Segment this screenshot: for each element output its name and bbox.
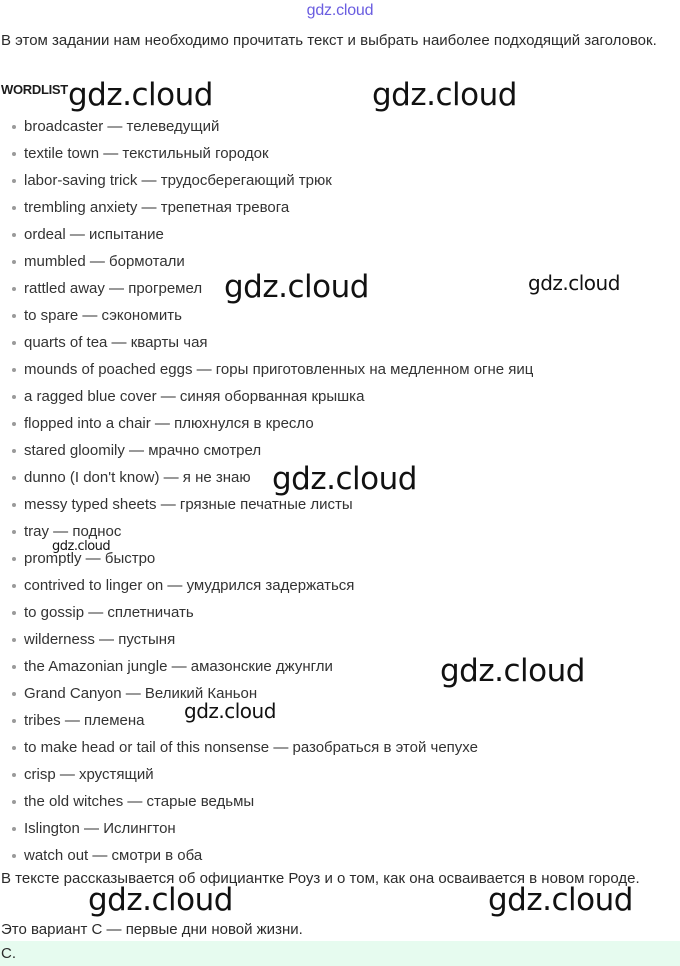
- list-item: [10, 629, 670, 656]
- bullet-icon: [12, 395, 16, 399]
- answer-box: [0, 941, 680, 966]
- bullet-icon: [12, 422, 16, 426]
- bullet-icon: [12, 719, 16, 723]
- bullet-icon: [12, 746, 16, 750]
- list-item: [10, 386, 670, 413]
- watermark: gdz.cloud: [88, 882, 233, 918]
- bullet-icon: [12, 827, 16, 831]
- bullet-icon: [12, 287, 16, 291]
- watermark: gdz.cloud: [184, 699, 276, 723]
- watermark: gdz.cloud: [68, 77, 213, 113]
- list-item: [10, 116, 670, 143]
- list-item: [10, 818, 670, 845]
- list-item: [10, 143, 670, 170]
- bullet-icon: [12, 233, 16, 237]
- list-item: [10, 305, 670, 332]
- bullet-icon: [12, 530, 16, 534]
- list-item-text: wilderness — пустыня: [24, 631, 176, 648]
- list-item-text: to spare — сэкономить: [24, 307, 182, 324]
- list-item: [10, 224, 670, 251]
- wordlist-heading: WORDLIST: [1, 82, 68, 97]
- list-item-text: quarts of tea — кварты чая: [24, 334, 208, 351]
- watermark: gdz.cloud: [224, 269, 369, 305]
- list-item-text: labor-saving trick — трудосберегающий трюк: [24, 172, 332, 189]
- bullet-icon: [12, 773, 16, 777]
- intro-paragraph: В этом задании нам необходимо прочитать текст и выбрать наиболее подходящий заголовок.: [1, 32, 657, 49]
- site-watermark-header: gdz.cloud: [306, 2, 374, 19]
- bullet-icon: [12, 179, 16, 183]
- list-item: [10, 170, 670, 197]
- list-item-text: messy typed sheets — грязные печатные листы: [24, 496, 353, 513]
- bullet-icon: [12, 611, 16, 615]
- list-item: [10, 197, 670, 224]
- list-item: [10, 737, 670, 764]
- list-item-text: flopped into a chair — плюхнулся в кресло: [24, 415, 314, 432]
- list-item: [10, 764, 670, 791]
- list-item: [10, 494, 670, 521]
- answer-text: C.: [1, 945, 16, 962]
- bullet-icon: [12, 260, 16, 264]
- list-item-text: contrived to linger on — умудрился задержаться: [24, 577, 355, 594]
- list-item-text: trembling anxiety — трепетная тревога: [24, 199, 290, 216]
- bullet-icon: [12, 476, 16, 480]
- bullet-icon: [12, 341, 16, 345]
- watermark: gdz.cloud: [272, 461, 417, 497]
- list-item: [10, 332, 670, 359]
- list-item-text: broadcaster — телеведущий: [24, 118, 220, 135]
- watermark: gdz.cloud: [488, 882, 633, 918]
- bullet-icon: [12, 665, 16, 669]
- list-item-text: a ragged blue cover — синяя оборванная крышка: [24, 388, 365, 405]
- list-item-text: rattled away — прогремел: [24, 280, 203, 297]
- bullet-icon: [12, 638, 16, 642]
- summary-paragraph: В тексте рассказывается об официантке Роуз и о том, как она осваивается в новом городе.: [1, 870, 640, 887]
- bullet-icon: [12, 557, 16, 561]
- list-item-text: Islington — Ислингтон: [24, 820, 176, 837]
- list-item-text: tray — поднос: [24, 523, 122, 540]
- list-item-text: to make head or tail of this nonsense — разобраться в этой чепухе: [24, 739, 478, 756]
- watermark: gdz.cloud: [528, 271, 620, 295]
- bullet-icon: [12, 503, 16, 507]
- list-item-text: tribes — племена: [24, 712, 145, 729]
- list-item-text: mumbled — бормотали: [24, 253, 185, 270]
- list-item-text: ordeal — испытание: [24, 226, 164, 243]
- watermark: gdz.cloud: [440, 653, 585, 689]
- bullet-icon: [12, 152, 16, 156]
- bullet-icon: [12, 368, 16, 372]
- list-item-text: crisp — хрустящий: [24, 766, 154, 783]
- list-item: [10, 710, 670, 737]
- list-item: [10, 575, 670, 602]
- bullet-icon: [12, 584, 16, 588]
- list-item-text: to gossip — сплетничать: [24, 604, 194, 621]
- watermark: gdz.cloud: [372, 77, 517, 113]
- bullet-icon: [12, 206, 16, 210]
- watermark: gdz.cloud: [52, 539, 111, 554]
- list-item-text: textile town — текстильный городок: [24, 145, 269, 162]
- bullet-icon: [12, 854, 16, 858]
- list-item-text: Grand Canyon — Великий Каньон: [24, 685, 258, 702]
- list-item-text: dunno (I don't know) — я не знаю: [24, 469, 251, 486]
- list-item: [10, 602, 670, 629]
- bullet-icon: [12, 692, 16, 696]
- list-item: [10, 359, 670, 386]
- list-item: [10, 413, 670, 440]
- list-item-text: mounds of poached eggs — горы приготовленных на медленном огне яиц: [24, 361, 534, 378]
- variant-paragraph: Это вариант C — первые дни новой жизни.: [1, 921, 303, 938]
- list-item-text: promptly — быстро: [24, 550, 156, 567]
- bullet-icon: [12, 800, 16, 804]
- list-item-text: watch out — смотри в оба: [24, 847, 203, 864]
- bullet-icon: [12, 314, 16, 318]
- bullet-icon: [12, 449, 16, 453]
- bullet-icon: [12, 125, 16, 129]
- list-item: [10, 791, 670, 818]
- list-item-text: the old witches — старые ведьмы: [24, 793, 255, 810]
- list-item-text: stared gloomily — мрачно смотрел: [24, 442, 262, 459]
- list-item-text: the Amazonian jungle — амазонские джунгли: [24, 658, 333, 675]
